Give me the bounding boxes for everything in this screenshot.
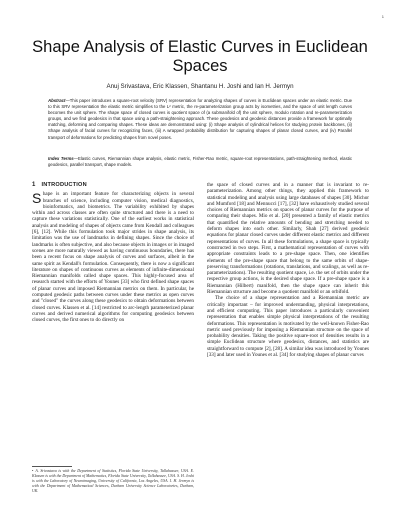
index-terms-text: —Elastic curves, Riemannian shape analysis, elastic metric, Fisher-Rao metric, square-root representations, path-straightening method, elastic geodesics, parallel transport, shape models. (48, 156, 353, 168)
section-title: INTRODUCTION (41, 182, 87, 188)
abstract (48, 98, 352, 141)
right-column (207, 182, 369, 358)
index-terms (48, 156, 352, 168)
intro-text-right-1: the space of closed curves and in a manner that is invariant to re-parameterization. Among other things, they applied this framework to statistical modeling and analysis using large databases of shapes [30]. Michor and Mumford [18] and Mennucci [17], [32] have exhaustively studied several choices of Riemannian metrics on spaces of planar curves for the purpose of comparing their shapes. Mio et al. [20] presented a family of elastic metrics that quantified the relative amounts of bending and stretching needed to deform shapes into each other. Similarly, Shah [27] derived geodesic equations for planar closed curves under different elastic metrics and different representations of curves. In all these formulations, a shape space is typically constructed in two steps. First, a mathematical representation of curves with appropriate constraints leads to a pre-shape space. Then, one identifies elements of the pre-shape space that belong to the same orbits of shape-preserving transformations (rotations, translations, and scalings, as well as re-parameterizations). The resulting quotient space, i.e. the set of orbits under the respective group actions, is the desired shape space. If a pre-shape space is a Riemannian (Hilbert) manifold, then the shape space can inherit this Riemannian structure and become a quotient manifold or an orbifold. (207, 182, 369, 296)
page-number: 1 (381, 14, 384, 19)
intro-paragraph-1 (32, 191, 194, 323)
author-list: Anuj Srivastava, Eric Klassen, Shantanu H. Joshi and Ian H. Jermyn (106, 83, 294, 90)
paper-title-line-1: Shape Analysis of Elastic Curves in Euclidean (32, 38, 368, 56)
paper-title (0, 38, 400, 76)
index-terms-label: Index Terms (48, 156, 74, 161)
abstract-label: Abstract (48, 98, 66, 103)
section-heading (32, 182, 194, 188)
section-number: 1 (32, 182, 36, 188)
intro-text-right-2: The choice of a shape representation and a Riemannian metric are critically important – for improved understanding, physical interpretations, and efficient computing. This paper introduces a particularly convenient representation that enables simple physical interpretations of the resulting deformations. This representation is motivated by the well-known Fisher-Rao metric used previously for imposing a Riemannian structure on the space of probability densities. Taking the positive square-root of densities results in a simple Euclidean structure where geodesics, distances, and statistics are straightforward to compute [2], [28]. A similar idea was introduced by Younes [33] and later used in Younes et al. [34] for studying shapes of planar curves (207, 295, 369, 359)
left-column (32, 182, 194, 324)
drop-cap: S (32, 190, 42, 207)
paper-title-line-2: Spaces (172, 57, 228, 75)
footnote-rule (32, 466, 72, 467)
footnote-text: A. Srivastava is with the Department of Statistics, Florida State University, Tallahassee, USA. E. Klassen is with the Department of Mathematics, Florida State University, Tallahassee, USA. S. H. Joshi is with the Laboratory of Neuroimaging, University of California, Los Angeles, USA. I. H. Jermyn is with the Department of Mathematical Sciences, Durham University Science Laboratories, Durham, UK. (32, 469, 194, 493)
affiliation-footnote (32, 469, 194, 494)
intro-text-left: hape is an important feature for characterizing objects in several branches of science, including computer vision, medical diagnostics, bioinformatics, and biometrics. The variability exhibited by shapes within and across classes are often quite structured and there is a need to capture these variations statistically. One of the earliest works in statistical analysis and modeling of shapes of objects came from Kendall and colleagues [6], [12]. While this formulation took major strides in shape analysis, its limitation was the use of landmarks in defining shapes. Since the choice of landmarks is often subjective, and also because objects in images or in imaged scenes are more naturally viewed as having continuous boundaries, there has been a recent focus on shape analysis of curves and surfaces, albeit in the same spirit as Kendall's formulation. Consequently, there is now a significant literature on shapes of continuous curves as elements of infinite-dimensional Riemannian manifolds called shape spaces. This highly-focused area of research started with the efforts of Younes [33] who first defined shape spaces of planar curves and imposed Riemannian metrics on them. In particular, he computed geodesic paths between curves under these metrics as open curves and "closed" the curves along these geodesics to obtain deformations between closed curves. Klassen et al. [14] restricted to arc-length parameterized planar curves and derived numerical algorithms for computing geodesics between closed curves, the first ones to do directly on (32, 191, 194, 324)
abstract-text: —This paper introduces a square-root velocity (SRV) representation for analyzing shapes of curves in Euclidean spaces under an elastic metric. Due to this SRV representation the elastic metric simplifies to the L² metric, the re-parameterization group acts by isometries, and the space of unit length curves becomes the unit sphere. The shape space of closed curves is quotient space of (a submanifold of) the unit sphere, modulo rotation and re-parameterization groups, and we find geodesics in that space using a path-straightening approach. These geodesics and geodesic distances provide a framework for optimally matching, deforming and comparing shapes. These ideas are demonstrated using: (i) Shape analysis of cylindrical helices for studying protein backbones, (ii) Shape analysis of facial curves for recognizing faces, (iii) A wrapped probability distribution for capturing shapes of planar closed curves, and (iv) Parallel transport of deformations for predicting shapes from novel poses. (48, 98, 352, 140)
footnote-bullet: • (32, 469, 34, 473)
